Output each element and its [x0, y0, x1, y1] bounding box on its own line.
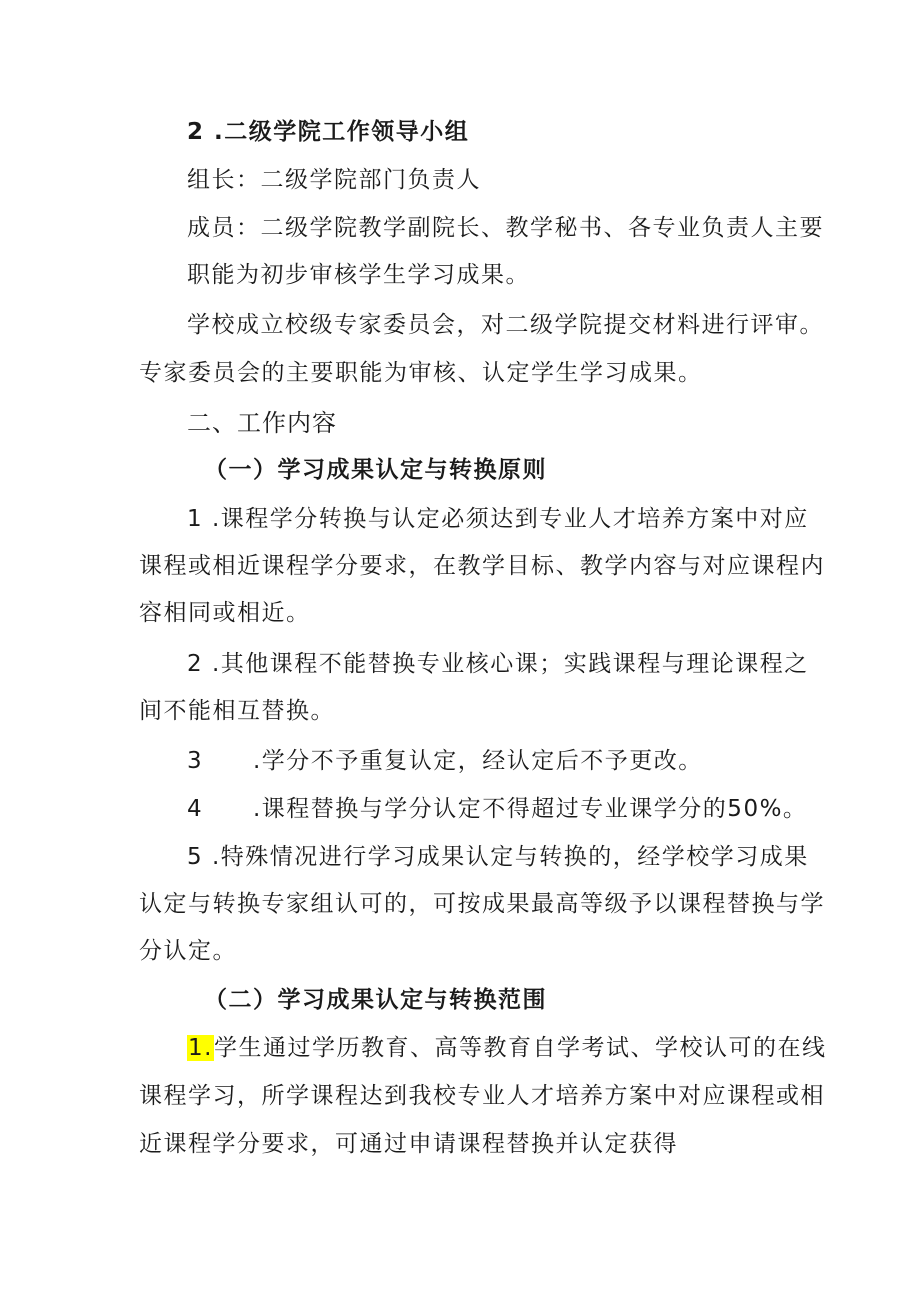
principle-3-text: .学分不予重复认定，经认定后不予更改。	[253, 748, 703, 774]
principle-1-line2: 课程或相近课程学分要求，在教学目标、教学内容与对应课程内	[139, 553, 825, 579]
paragraph-members-line1: 成员：二级学院教学副院长、教学秘书、各专业负责人主要	[187, 215, 824, 241]
paragraph-expert-committee-line2: 专家委员会的主要职能为审核、认定学生学习成果。	[139, 360, 703, 386]
principle-2-line1: 2 .其他课程不能替换专业核心课；实践课程与理论课程之	[187, 651, 809, 677]
paragraph-group-leader: 组长：二级学院部门负责人	[187, 167, 481, 193]
principle-1-line1: 1 .课程学分转换与认定必须达到专业人才培养方案中对应	[187, 506, 809, 532]
principle-5-line3: 分认定。	[139, 938, 237, 964]
principle-5-line2: 认定与转换专家组认可的，可按成果最高等级予以课程替换与学	[139, 891, 825, 917]
principle-5-line1: 5 .特殊情况进行学习成果认定与转换的，经学校学习成果	[187, 844, 809, 870]
subsection-heading-principles: （一）学习成果认定与转换原则	[204, 457, 547, 483]
paragraph-members-line2: 职能为初步审核学生学习成果。	[187, 262, 530, 288]
scope-1-line1	[187, 1033, 826, 1063]
section-heading-work-content: 二、工作内容	[187, 409, 337, 437]
subsection-heading-college-group: 2 .二级学院工作领导小组	[187, 119, 470, 145]
principle-3	[187, 746, 703, 776]
principle-2-line2: 间不能相互替换。	[139, 698, 335, 724]
scope-1-line2: 课程学习，所学课程达到我校专业人才培养方案中对应课程或相	[139, 1083, 825, 1109]
principle-3-number: 3	[187, 748, 204, 774]
principle-1-line3: 容相同或相近。	[139, 600, 311, 626]
scope-1-number-highlight: 1.	[188, 1035, 213, 1061]
subsection-heading-scope: （二）学习成果认定与转换范围	[204, 987, 547, 1013]
principle-4-text: .课程替换与学分认定不得超过专业课学分的50%。	[253, 796, 808, 822]
scope-1-line3: 近课程学分要求，可通过申请课程替换并认定获得	[139, 1131, 678, 1157]
principle-4-number: 4	[187, 796, 204, 822]
paragraph-expert-committee-line1: 学校成立校级专家委员会，对二级学院提交材料进行评审。	[187, 312, 824, 338]
principle-4	[187, 794, 807, 824]
scope-1-text: 学生通过学历教育、高等教育自学考试、学校认可的在线	[213, 1035, 827, 1061]
